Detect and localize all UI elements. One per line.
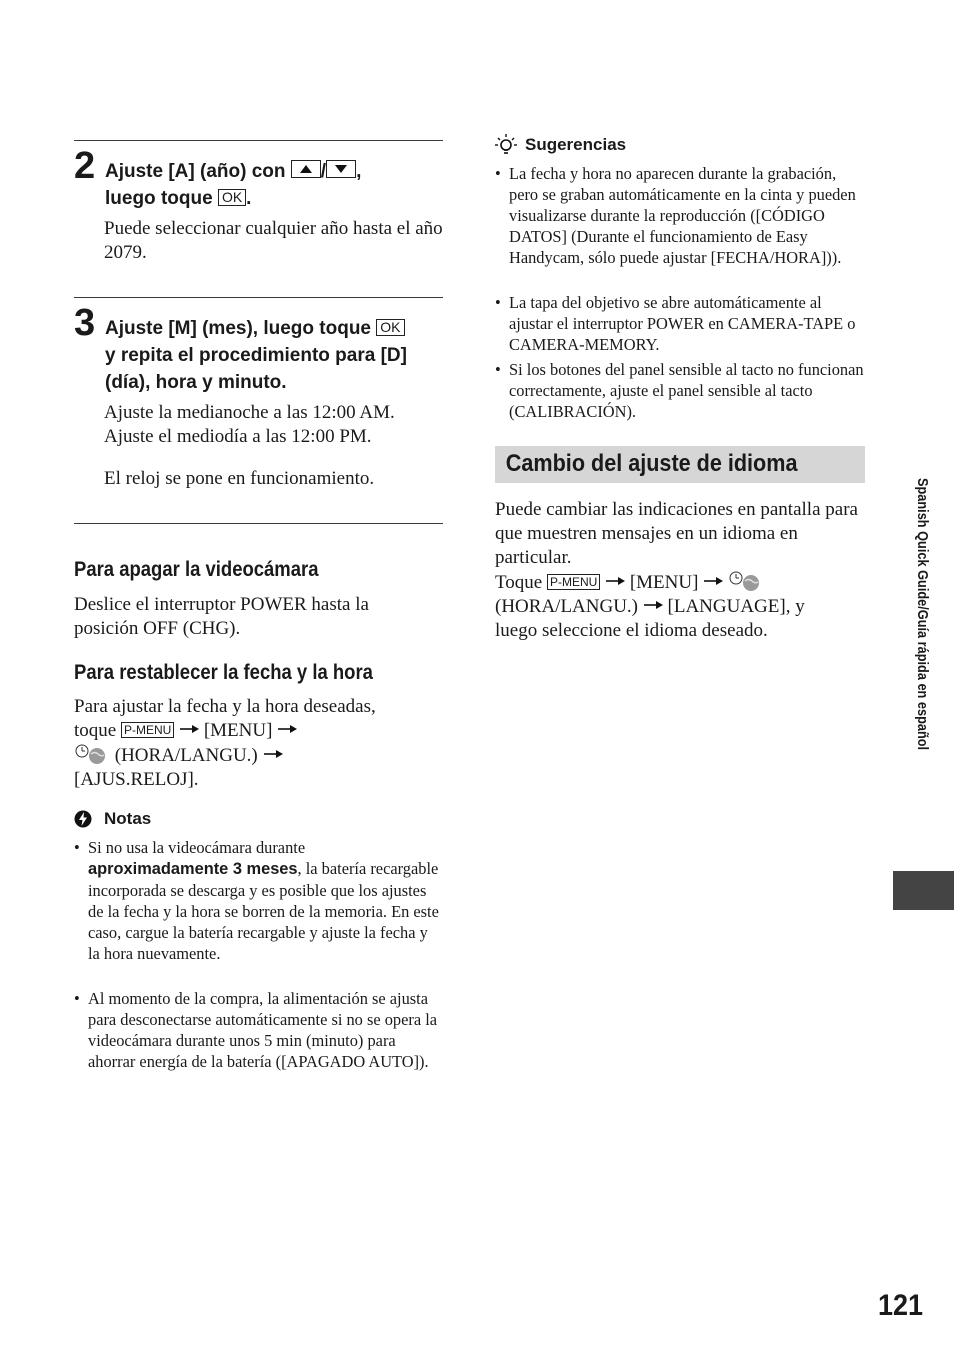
notes-item-2: • Al momento de la compra, la alimentación se ajusta para desconectarse automáticamente si no se opera la videocámara durante unos 5 min (minuto) para ahorrar energía de la batería ([APAGADO AUTO]). <box>74 988 444 1072</box>
reset-datetime-body <box>74 695 444 792</box>
p-menu-button-icon: P-MENU <box>121 722 174 738</box>
step3-body-midnight: Ajuste la medianoche a las 12:00 AM. <box>104 402 395 423</box>
section-rule <box>74 523 443 524</box>
language-toque: Toque <box>495 572 543 593</box>
step3-rule <box>74 297 443 298</box>
language-languageopt: [LANGUAGE], y <box>667 596 805 617</box>
reset-ajusreloj: [AJUS.RELOJ]. <box>74 769 199 790</box>
step2-title-end: , <box>356 161 362 182</box>
power-off-heading: Para apagar la videocámara <box>74 558 319 581</box>
ok-button-icon: OK <box>218 189 246 206</box>
notes-item-1 <box>74 837 440 964</box>
language-section-banner <box>495 446 865 483</box>
page-number: 121 <box>878 1289 924 1322</box>
step2-title-a: Ajuste [A] (año) con <box>105 161 286 182</box>
side-label-text: Spanish Quick Guide/Guía rápida en español <box>914 478 931 751</box>
step2-title-sep: / <box>320 161 327 182</box>
down-arrow-button-icon <box>326 160 356 178</box>
ok-button-icon: OK <box>376 319 404 336</box>
language-end: luego seleccione el idioma deseado. <box>495 620 768 641</box>
arrow-right-icon <box>643 600 663 610</box>
step2-title <box>105 158 445 212</box>
arrow-right-icon <box>179 724 199 734</box>
arrow-right-icon <box>605 576 625 586</box>
step2-title-b-end: . <box>246 188 252 209</box>
p-menu-button-icon: P-MENU <box>547 574 600 590</box>
step3-body-clock: El reloj se pone en funcionamiento. <box>104 468 375 489</box>
side-tab-marker <box>893 871 954 910</box>
tips-item-1: • La fecha y hora no aparecen durante la grabación, pero se graban automáticamente en la cinta y pueden visualizarse durante la reproducción ([CÓDIGO DATOS] (Durante el funcionamiento de Easy Handycam, sólo puede ajustar [FECHA/HORA])). <box>495 163 865 268</box>
arrow-right-icon <box>263 749 283 759</box>
reset-menu: [MENU] <box>203 720 273 741</box>
notes-item-1-bold: aproximadamente 3 meses <box>88 860 298 878</box>
arrow-right-icon <box>703 576 723 586</box>
clock-globe-icon <box>74 743 110 765</box>
notes-icon <box>74 810 92 828</box>
tips-item-3: • Si los botones del panel sensible al tacto no funcionan correctamente, ajuste el panel sensible al tacto (CALIBRACIÓN). <box>495 359 865 422</box>
language-horalangu: (HORA/LANGU.) <box>495 596 639 617</box>
language-body-text: Puede cambiar las indicaciones en pantalla para que muestren mensajes en un idioma en particular. <box>495 499 858 568</box>
reset-horalangu: (HORA/LANGU.) <box>114 745 258 766</box>
step2-body: Puede seleccionar cualquier año hasta el año 2079. <box>104 218 443 263</box>
reset-toque: toque <box>74 720 117 741</box>
reset-datetime-heading: Para restablecer la fecha y la hora <box>74 661 373 684</box>
step2-title-b: luego toque <box>105 188 213 209</box>
step3-body-noon: Ajuste el mediodía a las 12:00 PM. <box>104 426 372 447</box>
language-menu: [MENU] <box>629 572 699 593</box>
notes-heading: Notas <box>104 809 152 828</box>
side-label <box>910 478 934 858</box>
notes-item-1-text-a: Si no usa la videocámara durante <box>88 838 306 857</box>
power-off-body: Deslice el interruptor POWER hasta la posición OFF (CHG). <box>74 594 369 639</box>
language-body <box>495 498 865 643</box>
tips-heading: Sugerencias <box>525 135 627 154</box>
clock-globe-icon <box>728 570 764 592</box>
arrow-right-icon <box>277 724 297 734</box>
step3-number: 3 <box>74 302 96 344</box>
step2-rule <box>74 140 443 141</box>
tips-item-2: • La tapa del objetivo se abre automáticamente al ajustar el interruptor POWER en CAMERA-TAPE o CAMERA-MEMORY. <box>495 292 865 355</box>
notes-item-1-text-b: , la batería recargable incorporada se descarga y es posible que los ajustes de la fecha y la hora se borren de la memoria. En este caso, cargue la batería recargable y ajuste la fecha y la hora nuevamente. <box>88 859 439 963</box>
reset-line1: Para ajustar la fecha y la hora deseadas, <box>74 696 376 717</box>
step3-title <box>105 315 450 396</box>
language-banner-title: Cambio del ajuste de idioma <box>505 450 798 477</box>
step3-title-b: y repita el procedimiento para [D] (día), hora y minuto. <box>105 345 407 393</box>
lightbulb-icon <box>495 133 517 157</box>
up-arrow-button-icon <box>291 160 321 178</box>
step2-number: 2 <box>74 145 96 187</box>
step3-title-a: Ajuste [M] (mes), luego toque <box>105 318 371 339</box>
